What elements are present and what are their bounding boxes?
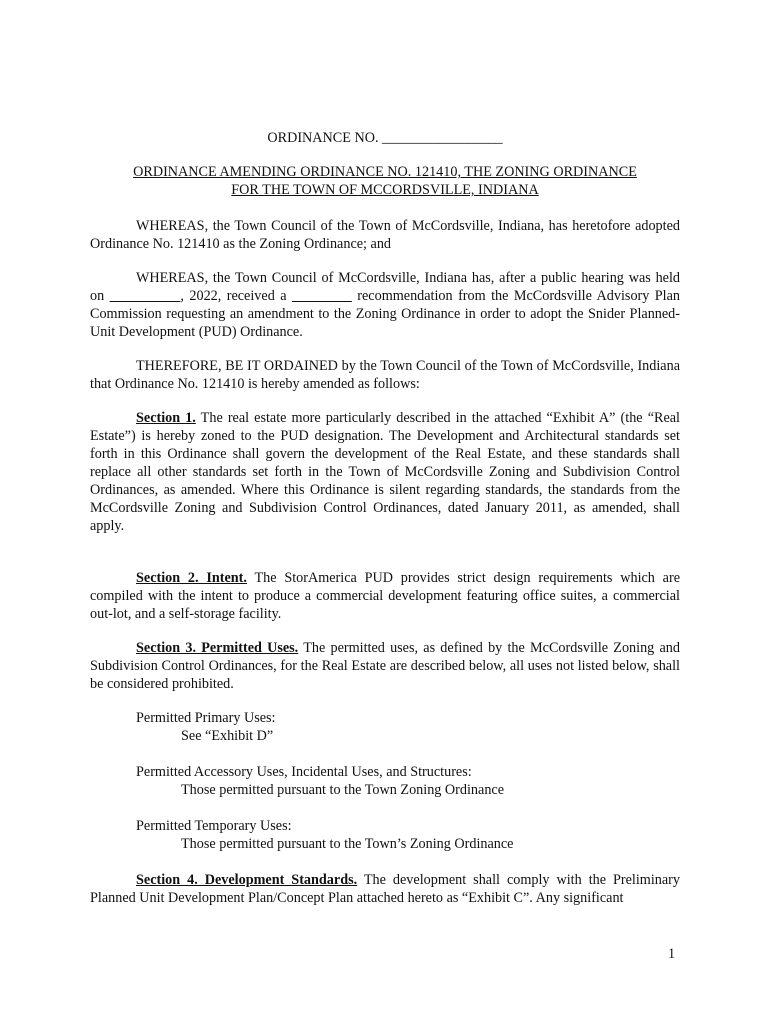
use-detail: Those permitted pursuant to the Town’s Zoning Ordinance — [181, 836, 514, 852]
page-number: 1 — [668, 946, 676, 962]
section-2 — [90, 569, 680, 623]
whereas2-text-1: WHEREAS, the Town Council of McCordsville, Indiana has, after a public hearing was held on — [90, 270, 680, 304]
section-3-body: The permitted uses, as defined by the McCordsville Zoning and Subdivision Control Ordinances, for the Real Estate are described below, all uses not listed below, shall be considered prohibited. — [90, 640, 680, 692]
use-label: Permitted Primary Uses: — [136, 710, 276, 726]
whereas-paragraph-1: WHEREAS, the Town Council of the Town of McCordsville, Indiana, has heretofore adopted Ordinance No. 121410 as the Zoning Ordinance; and — [90, 218, 680, 252]
section-1-body: The real estate more particularly described in the attached “Exhibit A” (the “Real Estate”) is hereby zoned to the PUD designation. The Development and Architectural standards set forth in this Ordinance shall govern the development of the Real Estate, and these standards shall replace all other standards set forth in the Town of McCordsville Zoning and Subdivision Control Ordinances, as amended. Where this Ordinance is silent regarding standards, the standards from the McCordsville Zoning and Subdivision Control Ordinances, dated January 2011, as amended, shall apply. — [90, 410, 680, 534]
recommendation-blank — [292, 288, 352, 304]
section-3 — [90, 639, 680, 693]
use-label: Permitted Accessory Uses, Incidental Uses, and Structures: — [136, 764, 472, 780]
section-2-body: The StorAmerica PUD provides strict design requirements which are compiled with the intent to produce a commercial development featuring office suites, a commercial out-lot, and a self-storage facility. — [90, 570, 681, 622]
section-4-heading: Section 4. Development Standards. — [136, 872, 358, 888]
section-4-body: The development shall comply with the Preliminary Planned Unit Development Plan/Concept Plan attached hereto as “Exhibit C”. Any significant — [90, 872, 680, 906]
whereas2-text-2: , 2022, received a — [180, 288, 292, 304]
subtitle-line-2: FOR THE TOWN OF MCCORDSVILLE, INDIANA — [231, 182, 539, 198]
therefore-paragraph: THEREFORE, BE IT ORDAINED by the Town Council of the Town of McCordsville, Indiana that Ordinance No. 121410 is hereby amended as follows: — [90, 358, 680, 392]
ordinance-subtitle — [90, 163, 680, 199]
use-detail: Those permitted pursuant to the Town Zoning Ordinance — [181, 782, 505, 798]
permitted-temporary-uses — [136, 817, 680, 853]
whereas2-text-3: recommendation from the McCordsville Advisory Plan Commission requesting an amendment to the Zoning Ordinance in order to adopt the Snider Planned-Unit Development (PUD) Ordinance. — [90, 288, 681, 340]
hearing-date-blank — [110, 288, 181, 304]
document-body — [90, 129, 680, 907]
section-1-heading: Section 1. — [136, 410, 196, 426]
ordinance-title: ORDINANCE NO. _________________ — [267, 130, 503, 146]
section-4 — [90, 871, 680, 907]
use-label: Permitted Temporary Uses: — [136, 818, 292, 834]
permitted-primary-uses — [136, 709, 680, 745]
whereas-paragraph-2 — [90, 269, 680, 341]
permitted-accessory-uses — [136, 763, 680, 799]
section-3-heading: Section 3. Permitted Uses. — [136, 640, 299, 656]
section-1 — [90, 409, 680, 535]
use-detail: See “Exhibit D” — [181, 728, 274, 744]
section-2-heading: Section 2. Intent. — [136, 570, 247, 586]
subtitle-line-1: ORDINANCE AMENDING ORDINANCE NO. 121410, THE ZONING ORDINANCE — [133, 164, 637, 180]
